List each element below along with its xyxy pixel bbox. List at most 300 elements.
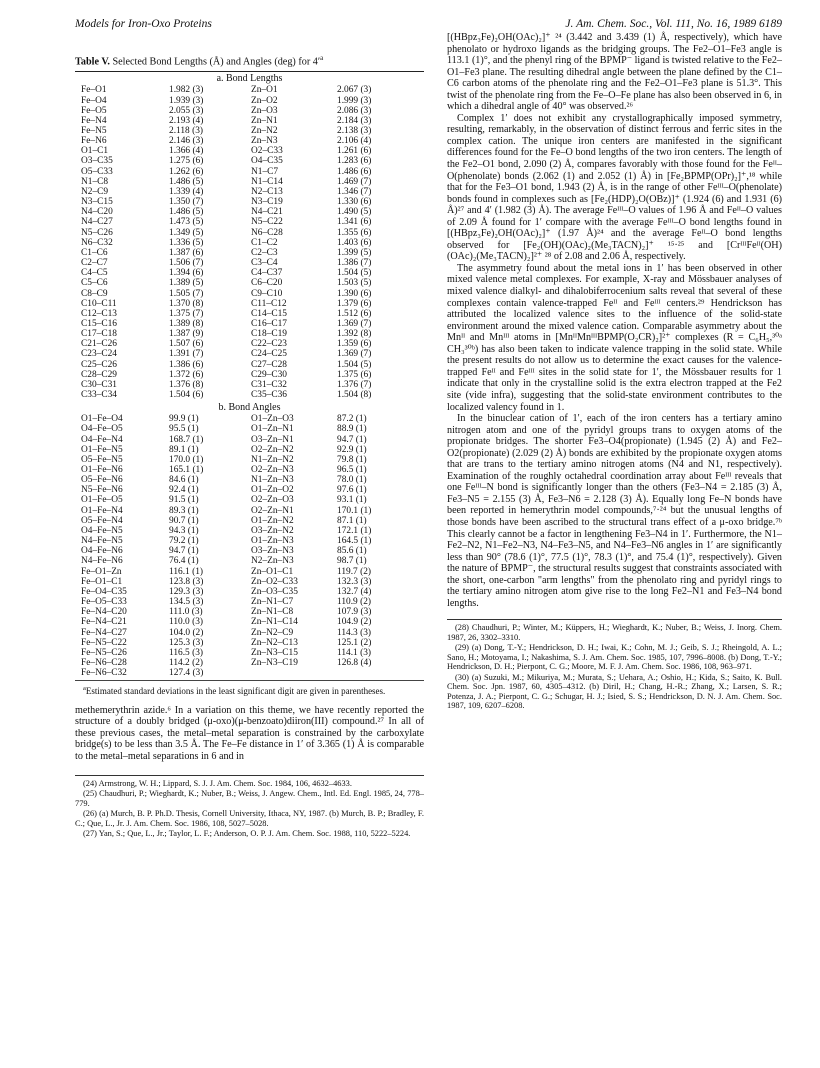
table-footnote <box>75 684 424 697</box>
bond-value: 1.512 (6) <box>337 308 372 319</box>
bond-value: 98.7 (1) <box>337 556 367 567</box>
bond-label: N1–Zn–N3 <box>251 475 294 486</box>
bond-label: C2–C3 <box>251 247 278 258</box>
bond-length-row <box>75 85 424 95</box>
bond-label: C31–C32 <box>251 379 287 390</box>
bond-label: N4–Fe–N5 <box>81 536 123 547</box>
bond-label: Fe–O1–Zn <box>81 566 122 577</box>
bond-label: C27–C28 <box>251 359 287 370</box>
table-bottom-rule <box>75 680 424 681</box>
bond-value: 1.403 (6) <box>337 237 372 248</box>
right-references-rule <box>447 619 782 620</box>
table-footnote-mark: a <box>83 685 86 693</box>
bond-value: 1.370 (8) <box>169 298 204 309</box>
bond-label: C29–C30 <box>251 369 287 380</box>
bond-value: 107.9 (3) <box>337 607 372 618</box>
section-bond-lengths-heading: a. Bond Lengths <box>216 73 283 85</box>
bond-label: C17–C18 <box>81 329 117 340</box>
bond-label: Fe–N6–C28 <box>81 657 127 668</box>
bond-value: 1.486 (5) <box>169 207 204 218</box>
bond-length-row <box>75 349 424 359</box>
bond-length-row <box>75 248 424 258</box>
bond-label: Fe–N5 <box>81 126 107 137</box>
bond-label: N1–C8 <box>81 176 109 187</box>
bond-value: 1.369 (7) <box>337 318 372 329</box>
bond-value: 114.1 (3) <box>337 647 372 658</box>
bond-value: 89.1 (1) <box>169 444 199 455</box>
bond-value: 79.2 (1) <box>169 536 199 547</box>
bond-label: C23–C24 <box>81 349 117 360</box>
bond-value: 1.399 (5) <box>337 247 372 258</box>
bond-label: C25–C26 <box>81 359 117 370</box>
bond-value: 2.118 (3) <box>169 126 204 137</box>
bond-angle-row <box>75 628 424 638</box>
bond-label: C11–C12 <box>251 298 287 309</box>
bond-value: 1.369 (7) <box>337 349 372 360</box>
bond-length-row <box>75 278 424 288</box>
bond-value: 170.0 (1) <box>169 454 204 465</box>
bond-value: 1.375 (7) <box>169 308 204 319</box>
bond-label: N5–C22 <box>251 217 283 228</box>
table-footnote-text: Estimated standard deviations in the least significant digit are given in parentheses. <box>85 686 386 697</box>
table-top-rule <box>75 71 424 72</box>
reference-entry: (25) Chaudhuri, P.; Wieghardt, K.; Nuber, B.; Weiss, J. Angew. Chem., Intl. Ed. Engl. 1985, 24, 778–779. <box>75 789 424 808</box>
bond-value: 1.504 (6) <box>169 390 204 401</box>
bond-length-row <box>75 329 424 339</box>
bond-length-row <box>75 360 424 370</box>
bond-label: O3–Zn–N2 <box>251 525 294 536</box>
bond-angle-row <box>75 495 424 505</box>
bond-label: N1–Zn–N2 <box>251 454 294 465</box>
bond-value: 132.7 (4) <box>337 586 372 597</box>
bond-value: 1.504 (5) <box>337 359 372 370</box>
bond-value: 85.6 (1) <box>337 546 367 557</box>
bond-value: 1.387 (6) <box>169 247 204 258</box>
bond-label: N6–C28 <box>251 227 283 238</box>
bond-value: 2.193 (4) <box>169 115 204 126</box>
bond-label: Zn–N3–C19 <box>251 657 298 668</box>
bond-length-row <box>75 217 424 227</box>
bond-label: O1–Fe–O5 <box>81 495 123 506</box>
bond-value: 93.1 (1) <box>337 495 367 506</box>
bond-value: 1.387 (9) <box>169 329 204 340</box>
bond-label: N3–C15 <box>81 197 113 208</box>
bond-label: Fe–N6 <box>81 136 107 147</box>
bond-value: 95.5 (1) <box>169 424 199 435</box>
bond-value: 119.7 (2) <box>337 566 372 577</box>
bond-label: N4–C27 <box>81 217 113 228</box>
bond-angle-row <box>75 546 424 556</box>
bond-value: 1.341 (6) <box>337 217 372 228</box>
table-caption-footnote-mark: a <box>320 54 324 62</box>
bond-label: C18–C19 <box>251 329 287 340</box>
bond-value: 2.055 (3) <box>169 105 204 116</box>
bond-label: Zn–N2–C9 <box>251 627 294 638</box>
bond-value: 1.379 (6) <box>337 298 372 309</box>
bond-label: N1–C7 <box>251 166 279 177</box>
bond-label: N1–C14 <box>251 176 283 187</box>
reference-entry: (30) (a) Suzuki, M.; Mikuriya, M.; Murata, S.; Uehara, A.; Oshio, H.; Kida, S.; Saito, K. Bull. Chem. Soc. Jpn. 1987, 60, 4305–4312. (b) Diril, H.; Chang, H.-R.; Zhang, X.; Larsen, S. R.; Potenza, J. A.; Pierpont, C. G.; Schugar, H. J.; Isied, S. S.; Hendrickson, D. N. J. Am. Chem. Soc. 1987, 109, 6207–6208. <box>447 672 782 711</box>
bond-value: 1.392 (8) <box>337 329 372 340</box>
table-caption <box>75 52 424 68</box>
bond-label: O1–Fe–N6 <box>81 465 123 476</box>
bond-angle-row <box>75 435 424 445</box>
bond-label: N4–Fe–N6 <box>81 556 123 567</box>
bond-label: O1–Zn–N3 <box>251 536 294 547</box>
bond-label: O1–Zn–N2 <box>251 515 294 526</box>
bond-label: C1–C2 <box>251 237 278 248</box>
bond-value: 76.4 (1) <box>169 556 199 567</box>
bond-value: 2.086 (3) <box>337 105 372 116</box>
bond-value: 110.9 (2) <box>337 597 372 608</box>
bond-value: 172.1 (1) <box>337 525 372 536</box>
bond-label: O5–Fe–N6 <box>81 475 123 486</box>
bond-length-row <box>75 370 424 380</box>
bond-value: 1.366 (4) <box>169 146 204 157</box>
bond-value: 116.5 (3) <box>169 647 204 658</box>
bond-angle-row <box>75 536 424 546</box>
bond-label: N2–C13 <box>251 186 283 197</box>
bond-label: C3–C4 <box>251 258 278 269</box>
bond-label: Zn–O1 <box>251 85 278 96</box>
bond-label: O2–Zn–N2 <box>251 444 294 455</box>
bond-angle-row <box>75 455 424 465</box>
right-column <box>447 32 782 712</box>
bond-length-row <box>75 299 424 309</box>
bond-length-row <box>75 390 424 400</box>
bond-length-row <box>75 96 424 106</box>
bond-angle-row <box>75 506 424 516</box>
bond-label: C12–C13 <box>81 308 117 319</box>
bond-label: Zn–O1–C1 <box>251 566 294 577</box>
bond-value: 1.386 (6) <box>169 359 204 370</box>
bond-label: C35–C36 <box>251 390 287 401</box>
bond-value: 1.389 (8) <box>169 318 204 329</box>
bond-label: O1–C1 <box>81 146 109 157</box>
bond-label: Fe–N6–C32 <box>81 668 127 679</box>
bond-label: Zn–O3 <box>251 105 278 116</box>
bond-value: 114.3 (3) <box>337 627 372 638</box>
bond-value: 1.349 (5) <box>169 227 204 238</box>
bond-value: 88.9 (1) <box>337 424 367 435</box>
bond-value: 165.1 (1) <box>169 465 204 476</box>
running-header-citation: J. Am. Chem. Soc., Vol. 111, No. 16, 1989 6189 <box>565 18 782 30</box>
bond-value <box>337 668 424 678</box>
bond-label: N4–C21 <box>251 207 283 218</box>
bond-label: C9–C10 <box>251 288 283 299</box>
bond-value: 1.390 (6) <box>337 288 372 299</box>
bond-label: Fe–N4–C21 <box>81 617 127 628</box>
bond-label: Zn–N1–C14 <box>251 617 298 628</box>
bond-value: 1.262 (6) <box>169 166 204 177</box>
bond-value: 1.506 (7) <box>169 258 204 269</box>
bond-value: 1.350 (7) <box>169 197 204 208</box>
bond-label: O1–Zn–O3 <box>251 414 294 425</box>
bond-angle-row <box>75 556 424 566</box>
bond-length-row <box>75 289 424 299</box>
bond-value: 114.2 (2) <box>169 657 204 668</box>
bond-value: 1.346 (7) <box>337 186 372 197</box>
bond-label: C21–C26 <box>81 339 117 350</box>
reference-entry: (27) Yan, S.; Que, L., Jr.; Taylor, L. F.; Anderson, O. P. J. Am. Chem. Soc. 1988, 110, 5222–5224. <box>83 829 411 839</box>
bond-angle-row <box>75 516 424 526</box>
bond-value: 89.3 (1) <box>169 505 199 516</box>
bond-length-row <box>75 136 424 146</box>
bond-angle-row <box>75 607 424 617</box>
bond-label: Fe–O1–C1 <box>81 576 123 587</box>
bond-value: 1.504 (8) <box>337 390 372 401</box>
bond-value: 1.391 (7) <box>169 349 204 360</box>
bond-value: 79.8 (1) <box>337 454 367 465</box>
bond-label: Zn–O2–C33 <box>251 576 298 587</box>
running-header-title: Models for Iron-Oxo Proteins <box>75 18 212 30</box>
bond-length-row <box>75 380 424 390</box>
bond-value: 2.067 (3) <box>337 85 372 96</box>
bond-value: 1.330 (6) <box>337 197 372 208</box>
bond-angle-row <box>75 597 424 607</box>
bond-label: O1–Fe–N5 <box>81 444 123 455</box>
bond-value: 1.336 (5) <box>169 237 204 248</box>
bond-length-row <box>75 319 424 329</box>
bond-angle-row <box>75 567 424 577</box>
bond-label <box>251 668 337 678</box>
body-paragraph: In the binuclear cation of 1′, each of the iron centers has a tertiary amino nitrogen atom and one of the pyridyl groups trans to oxygen atoms of the propionate bridges. The shorter Fe3–O4(propionate) (1.945 (2) Å) and Fe2–O2(propionate) (2.029 (2) Å) bonds are exhibited by the propionate oxygen atoms that are trans to the tertiary amino nitrogen atoms (N4 and N1, respectively). Examination of the roughly octahedral coordination array about Feᴵᴵᴵ reveals that one Feᴵᴵᴵ–N bond is significantly longer than the others (Fe3–N4 = 2.185 (3) Å, Fe3–N5 = 2.155 (3) Å, Fe3–N6 = 2.128 (3) Å). Equally long Fe–N bonds have been reported in hemerythrin model compounds,⁷·²⁴ but the unusual lengths of those bonds have been ascribed to the structural trans effect of a μ-oxo bridge.⁷ᵇ This clearly cannot be a factor in lengthening Fe3–N4 in 1′. Furthermore, the N1–Fe2–N2, N1–Fe2–N3, N4–Fe3–N5, and N4–Fe3–N6 angles in 1′ are significantly less than 90° (78.6 (1)°, 77.5 (1)°, 78.3 (1)°, and 75.4 (1)°, respectively). Given the nature of BPMP⁻, the structural results suggest that constraints associated with the short, one-carbon "arm lengths" from the phenolato ring and pyridyl rings to the tertiary amino nitrogen atom give rise to the long Fe2–N1 and Fe3–N4 bond lengths. <box>447 413 782 609</box>
bond-value: 87.2 (1) <box>337 414 367 425</box>
bond-label: Fe–O5 <box>81 105 107 116</box>
bond-value: 1.490 (5) <box>337 207 372 218</box>
bond-value: 2.138 (3) <box>337 126 372 137</box>
bond-label: Fe–O4 <box>81 95 107 106</box>
bond-label: Fe–N5–C22 <box>81 637 127 648</box>
bond-label: O4–Fe–N5 <box>81 525 123 536</box>
bond-label: C15–C16 <box>81 318 117 329</box>
bond-angle-row <box>75 445 424 455</box>
bond-value: 1.486 (5) <box>169 176 204 187</box>
bond-label: N6–C32 <box>81 237 113 248</box>
bond-value: 111.0 (3) <box>169 607 203 618</box>
bond-value: 123.8 (3) <box>169 576 204 587</box>
bond-label: Zn–O3–C35 <box>251 586 298 597</box>
bond-label: C10–C11 <box>81 298 117 309</box>
bond-label: C4–C5 <box>81 268 108 279</box>
bond-length-row <box>75 339 424 349</box>
bond-label: Zn–O2 <box>251 95 278 106</box>
bond-angle-row <box>75 668 424 678</box>
body-paragraph: [(HBpz₃Fe)₂OH(OAc)₂]⁺ ²⁴ (3.442 and 3.439 (1) Å, respectively), which have phenolato or hydroxo ligands as the bridging groups. The Fe2–O1–Fe3 angle is 113.1 (1)°, and the phenyl ring of the BPMP⁻ ligand is twisted relative to the Fe2–O1–Fe3 plane. The resulting dihedral angle between the plane defined by the C1–C6 carbon atoms of the phenolate ring and the Fe2–O1–Fe3 plane is 51.3°. This twist of the phenolate ring from the Fe–O–Fe plane has also been observed in 6, in which a dihedral angle of 40° was observed.²⁶ <box>447 32 782 113</box>
bond-value: 2.146 (3) <box>169 136 204 147</box>
bond-value: 1.359 (6) <box>337 339 372 350</box>
bond-label: C30–C31 <box>81 379 117 390</box>
bond-value: 87.1 (1) <box>337 515 367 526</box>
bond-value: 94.3 (1) <box>169 525 199 536</box>
bond-label: N3–C19 <box>251 197 283 208</box>
left-column <box>75 52 424 840</box>
bond-value: 1.261 (6) <box>337 146 372 157</box>
bond-length-row <box>75 258 424 268</box>
bond-angle-row <box>75 475 424 485</box>
bond-label: C16–C17 <box>251 318 287 329</box>
bond-angle-row <box>75 424 424 434</box>
bond-label: O1–Zn–O2 <box>251 485 294 496</box>
bond-label: C6–C20 <box>251 278 283 289</box>
bond-value: 1.505 (7) <box>169 288 204 299</box>
bond-value: 92.9 (1) <box>337 444 367 455</box>
bond-angles-table <box>75 414 424 678</box>
bond-value: 1.507 (6) <box>169 339 204 350</box>
bond-length-row <box>75 126 424 136</box>
left-references <box>75 779 424 839</box>
bond-value: 132.3 (3) <box>337 576 372 587</box>
bond-value: 1.394 (6) <box>169 268 204 279</box>
bond-value: 90.7 (1) <box>169 515 199 526</box>
bond-value: 129.3 (3) <box>169 586 204 597</box>
bond-value: 126.8 (4) <box>337 657 372 668</box>
bond-lengths-table <box>75 85 424 400</box>
bond-label: C1–C6 <box>81 247 108 258</box>
bond-value: 2.106 (4) <box>337 136 372 147</box>
bond-length-row <box>75 106 424 116</box>
bond-label: C28–C29 <box>81 369 117 380</box>
bond-value: 1.386 (7) <box>337 258 372 269</box>
reference-entry: (24) Armstrong, W. H.; Lippard, S. J. J. Am. Chem. Soc. 1984, 106, 4632–4633. <box>83 778 352 788</box>
table-caption-text: Selected Bond Lengths (Å) and Angles (deg) for 4′ <box>109 56 321 68</box>
bond-label: O5–Fe–N4 <box>81 515 123 526</box>
bond-label: O3–Zn–N3 <box>251 546 294 557</box>
bond-length-row <box>75 116 424 126</box>
bond-value: 1.283 (6) <box>337 156 372 167</box>
bond-value: 1.376 (8) <box>169 379 204 390</box>
bond-value: 164.5 (1) <box>337 536 372 547</box>
bond-label: O4–Fe–N4 <box>81 434 123 445</box>
bond-angle-row <box>75 414 424 424</box>
bond-length-row <box>75 238 424 248</box>
bond-value: 97.6 (1) <box>337 485 367 496</box>
left-references-rule <box>75 775 424 776</box>
bond-label: Zn–N3 <box>251 136 278 147</box>
left-body-paragraph: methemerythrin azide.⁶ In a variation on this theme, we have recently reported the structure of a doubly bridged (μ-oxo)(μ-benzoato)diiron(III) compound.²⁷ In all of these previous cases, the metal–metal separation is constrained by the carboxylate bridge(s) to be less than 3.5 Å. The Fe–Fe distance in 1′ of 3.365 (1) Å is comparable to the metal–metal separations in 6 and in <box>75 704 424 762</box>
bond-label: O4–Fe–N6 <box>81 546 123 557</box>
bond-label: Fe–O1 <box>81 85 107 96</box>
bond-label: O4–Fe–O5 <box>81 424 123 435</box>
bond-value: 104.0 (2) <box>169 627 204 638</box>
bond-length-row <box>75 156 424 166</box>
bond-value: 1.486 (6) <box>337 166 372 177</box>
bond-length-row <box>75 268 424 278</box>
bond-label: Zn–N1–C8 <box>251 607 294 618</box>
bond-value: 1.376 (7) <box>337 379 372 390</box>
bond-label: C24–C25 <box>251 349 287 360</box>
bond-value: 116.1 (1) <box>169 566 204 577</box>
bond-label: Fe–N4–C20 <box>81 607 127 618</box>
bond-label: O2–Zn–N1 <box>251 505 294 516</box>
bond-label: O3–C35 <box>81 156 113 167</box>
bond-label: Fe–N4 <box>81 115 107 126</box>
right-references <box>447 623 782 711</box>
bond-label: Zn–N1 <box>251 115 278 126</box>
bond-label: N2–Zn–N3 <box>251 556 294 567</box>
bond-label: O5–Fe–N5 <box>81 454 123 465</box>
bond-label: Zn–N2–C13 <box>251 637 298 648</box>
bond-label: C33–C34 <box>81 390 117 401</box>
bond-label: O2–Zn–N3 <box>251 465 294 476</box>
bond-length-row <box>75 309 424 319</box>
bond-label: N5–C26 <box>81 227 113 238</box>
bond-label: C8–C9 <box>81 288 108 299</box>
bond-angle-row <box>75 526 424 536</box>
reference-entry: (28) Chaudhuri, P.; Winter, M.; Küppers, H.; Wieghardt, K.; Nuber, B.; Weiss, J. Inorg. Chem. 1987, 26, 3302–3310. <box>447 623 782 642</box>
bond-label: Zn–N1–C7 <box>251 597 294 608</box>
bond-value: 94.7 (1) <box>169 546 199 557</box>
bond-label: C14–C15 <box>251 308 287 319</box>
bond-label: C2–C7 <box>81 258 108 269</box>
bond-value: 1.275 (6) <box>169 156 204 167</box>
right-body <box>447 32 782 609</box>
bond-value: 134.5 (3) <box>169 597 204 608</box>
bond-value: 78.0 (1) <box>337 475 367 486</box>
bond-value: 125.1 (2) <box>337 637 372 648</box>
bond-label: O1–Zn–N1 <box>251 424 294 435</box>
bond-length-row <box>75 228 424 238</box>
bond-value: 125.3 (3) <box>169 637 204 648</box>
bond-length-row <box>75 187 424 197</box>
bond-value: 170.1 (1) <box>337 505 372 516</box>
bond-angle-row <box>75 587 424 597</box>
bond-label: Fe–O4–C35 <box>81 586 127 597</box>
bond-label: O2–Zn–O3 <box>251 495 294 506</box>
bond-label: Zn–N2 <box>251 126 278 137</box>
reference-entry: (29) (a) Dong, T.-Y.; Hendrickson, D. H.; Iwai, K.; Cohn, M. J.; Geib, S. J.; Rheingold, A. L.; Sano, H.; Motoyama, I.; Nakashima, S. J. Am. Chem. Soc. 1985, 107, 7996–8008. (b) Dong, T.-Y.; Hendrickson, D. H.; Pierpont, C. G.; Moore, M. F. J. Am. Chem. Soc. 1986, 108, 963–971. <box>447 643 782 672</box>
bond-label: Fe–N4–C27 <box>81 627 127 638</box>
bond-angle-row <box>75 658 424 668</box>
bond-value: 84.6 (1) <box>169 475 199 486</box>
reference-entry: (26) (a) Murch, B. P. Ph.D. Thesis, Cornell University, Ithaca, NY, 1987. (b) Murch, B. P.; Bradley, F. C.; Que, L., Jr. J. Am. Chem. Soc. 1986, 108, 5027–5028. <box>75 809 424 828</box>
bond-label: Fe–N5–C26 <box>81 647 127 658</box>
body-paragraph: The asymmetry found about the metal ions in 1′ has been observed in other mixed valence metal complexes. For example, X-ray and Mössbauer analyses of mixed valence dialkyl- and dihalobiferrocenium salts reveal that several of these complexes contain valence-trapped Feᴵᴵ and Feᴵᴵᴵ centers.²⁹ Hendrickson has attributed the localized valence sites to the influence of the solid-state environment around the mixed valence cation. Comparable asymmetry about the Mnᴵᴵ and Mnᴵᴵᴵ atoms in [MnᴵᴵMnᴵᴵᴵBPMP(O₂CR)₂]²⁺ complexes (R = C₆H₅,³⁰ᵃ CH₃³⁰ᵇ) has also been taken to indicate valence trapping in the solid state. While the present results do not allow us to determine the exact causes for the valence-trapped Feᴵᴵ and Feᴵᴵᴵ sites in the solid state for 1′, the Mössbauer results for 1 indicate that only in the crystalline solid is the extra electron trapped at the Fe2 site (vide infra), suggesting that the solid-state environment contributes to the localized valency found in 1. <box>447 262 782 413</box>
bond-angle-row <box>75 638 424 648</box>
bond-value: 1.372 (6) <box>169 369 204 380</box>
bond-angle-row <box>75 648 424 658</box>
bond-value: 1.339 (4) <box>169 186 204 197</box>
bond-value: 92.4 (1) <box>169 485 199 496</box>
bond-label: C5–C6 <box>81 278 108 289</box>
bond-value: 110.0 (3) <box>169 617 204 628</box>
bond-length-row <box>75 146 424 156</box>
bond-label: O1–Fe–O4 <box>81 414 123 425</box>
body-paragraph: Complex 1′ does not exhibit any crystallographically imposed symmetry, resulting, remarkably, in the observation of distinct ferrous and ferric sites in the complex cation. The unique iron centers are manifested in the significant differences found for the Fe–O bond lengths of the two iron centers. The length of the Fe2–O1 bond, 2.090 (2) Å, compares favorably with those found for the Feᴵᴵ–O(phenolate) bonds (2.062 (1) and 2.052 (1) Å) in [Fe₂BPMP(OPr)₂]⁺,¹⁸ while that for the Fe3–O1 bond, 1.943 (2) Å, is in the range of other Feᴵᴵᴵ–O(phenolate) bonds found in complexes such as [Fe₂(HDP)₂O(OBz)]⁺ (1.924 (6) and 1.931 (6) Å)²⁷ and 4′ (1.982 (3) Å). The average Feᴵᴵᴵ–O values of 1.96 Å and Feᴵᴵ–O values of 2.09 Å found for 1′ compare with the average Feᴵᴵᴵ–O bond lengths found in [(HBpz₃Fe)₂OH(OAc)₂]⁺ (1.97 Å)²⁴ and the average Feᴵᴵ–O bond lengths observed for [Fe₂(OH)(OAc)₂(Me₃TACN)₂]⁺ ¹⁵·²⁵ and [CrᴵᴵᴵFeᴵᴵ(OH)(OAc)₂(Me₃TACN)₂]²⁺ ²⁸ of 2.08 and 2.06 Å, respectively. <box>447 112 782 263</box>
bond-value: 1.504 (5) <box>337 268 372 279</box>
bond-value: 1.355 (6) <box>337 227 372 238</box>
bond-label: Fe–O5–C33 <box>81 597 127 608</box>
bond-value: 94.7 (1) <box>337 434 367 445</box>
bond-angle-row <box>75 465 424 475</box>
bond-value: 1.939 (3) <box>169 95 204 106</box>
bond-value: 1.982 (3) <box>169 85 204 96</box>
bond-label: N2–C9 <box>81 186 109 197</box>
table-label: Table V. <box>75 56 110 68</box>
bond-length-row <box>75 207 424 217</box>
bond-length-row <box>75 167 424 177</box>
bond-value: 99.9 (1) <box>169 414 199 425</box>
bond-label: Zn–N3–C15 <box>251 647 298 658</box>
bond-value: 1.473 (5) <box>169 217 204 228</box>
bond-value: 91.5 (1) <box>169 495 199 506</box>
bond-angle-row <box>75 577 424 587</box>
bond-value: 1.375 (6) <box>337 369 372 380</box>
bond-label: O4–C35 <box>251 156 283 167</box>
bond-label: O5–C33 <box>81 166 113 177</box>
bond-value: 1.469 (7) <box>337 176 372 187</box>
bond-value: 1.389 (5) <box>169 278 204 289</box>
